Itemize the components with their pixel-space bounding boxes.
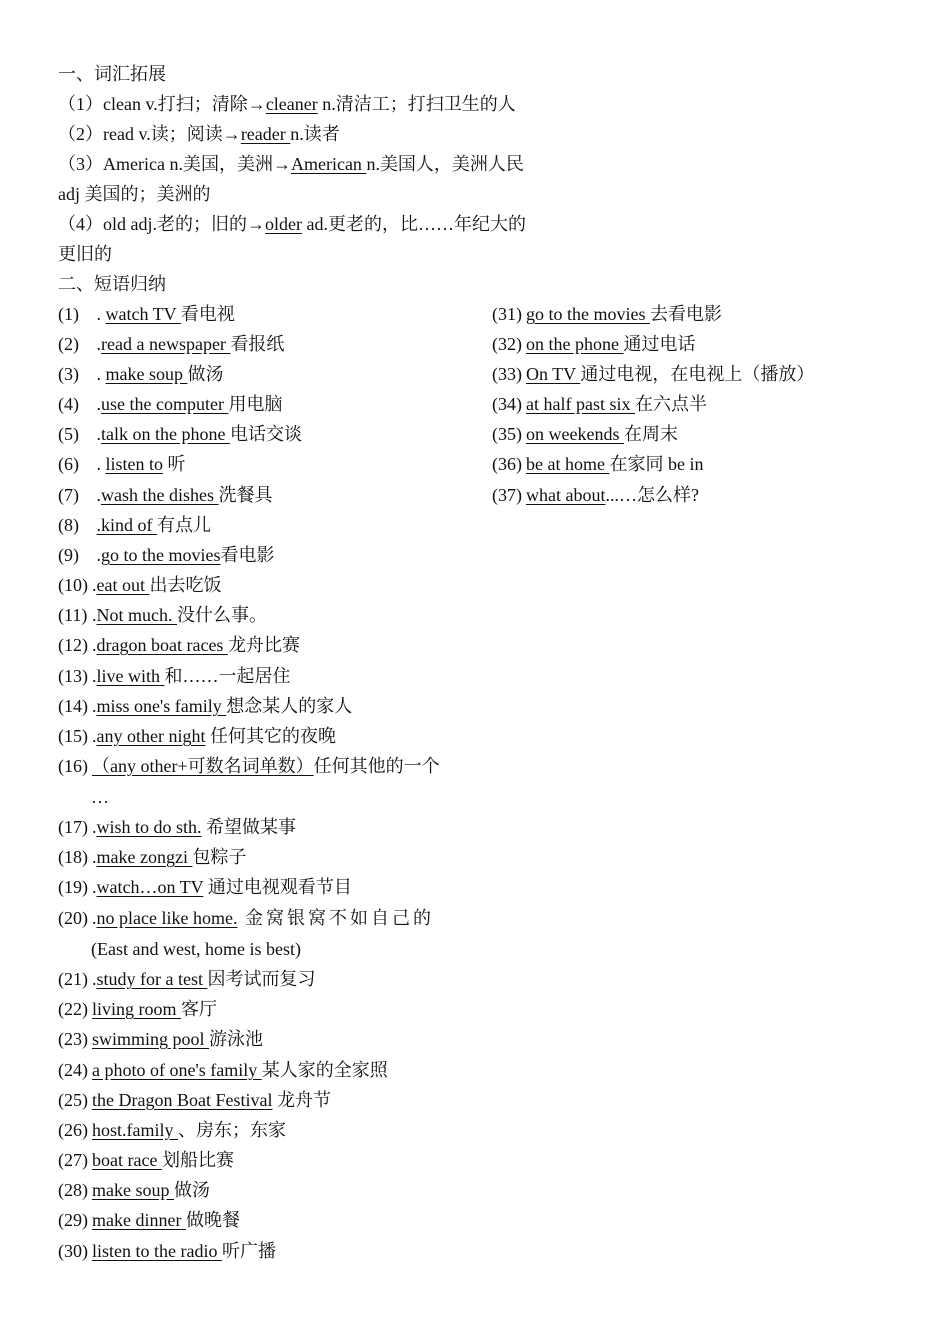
vocab-word: American (290, 154, 367, 174)
phrase-prefix: . (92, 847, 97, 867)
phrase-number: (25) (58, 1090, 88, 1110)
phrase-row (58, 1175, 210, 1205)
phrase-row (58, 480, 272, 510)
phrase-row (58, 600, 267, 630)
phrase-text: go to the movies (101, 545, 221, 565)
phrase-prefix: . (92, 334, 101, 354)
phrase-text: no place like home. (96, 908, 238, 928)
phrase-meaning: 金窝银窝不如自己的 (237, 908, 434, 928)
phrase-prefix: . (92, 304, 106, 324)
phrase-number: (16) (58, 756, 88, 776)
phrase-text: be at home (526, 454, 610, 474)
phrase-meaning: 希望做某事 (201, 817, 297, 837)
phrase-number: (15) (58, 726, 88, 746)
phrase-meaning: 听广播 (221, 1241, 276, 1261)
phrase-text: on the phone (526, 334, 624, 354)
phrase-prefix: . (92, 726, 97, 746)
phrase-meaning: 、房东；东家 (178, 1120, 286, 1140)
phrase-row (58, 1145, 234, 1175)
phrase-number: (6) (58, 454, 79, 474)
phrase-text: watch TV (105, 304, 181, 324)
phrase-row (58, 1115, 286, 1145)
phrase-meaning: 看电视 (180, 304, 235, 324)
phrase-meaning: 想念某人的家人 (226, 696, 353, 716)
phrase-text: miss one's family (96, 696, 227, 716)
phrase-number: (29) (58, 1210, 88, 1230)
phrase-prefix: . (92, 817, 97, 837)
phrase-text: a photo of one's family (92, 1060, 262, 1080)
phrase-row (58, 903, 434, 933)
phrase-row (58, 661, 291, 691)
phrase-row (492, 449, 703, 479)
phrase-row (58, 964, 315, 994)
phrase-number: (12) (58, 635, 88, 655)
phrase-number: (14) (58, 696, 88, 716)
phrase-row (492, 299, 722, 329)
phrase-row (492, 389, 707, 419)
phrase-meaning: 听 (163, 454, 186, 474)
phrase-number: (22) (58, 999, 88, 1019)
phrase-number: (30) (58, 1241, 88, 1261)
phrase-number: (11) (58, 605, 88, 625)
vocab-tail: n.读者 (290, 124, 340, 144)
phrase-number: (17) (58, 817, 88, 837)
phrase-text: watch…on TV (96, 877, 204, 897)
phrase-number: (24) (58, 1060, 88, 1080)
vocab-lead: （2）read v.读；阅读→ (58, 124, 241, 144)
phrase-number: (31) (492, 304, 522, 324)
phrase-number: (23) (58, 1029, 88, 1049)
vocab-tail: n.美国人，美洲人民 (366, 154, 524, 174)
phrase-number: (33) (492, 364, 522, 384)
phrase-text: talk on the phone (101, 424, 230, 444)
phrase-number: (5) (58, 424, 79, 444)
phrase-prefix: . (92, 635, 97, 655)
phrase-text: boat race (92, 1150, 162, 1170)
phrase-row (58, 630, 300, 660)
phrase-number: (13) (58, 666, 88, 686)
phrase-number: (37) (492, 485, 522, 505)
phrase-text: eat out (96, 575, 150, 595)
phrase-meaning: 通过电视观看节目 (203, 877, 352, 897)
phrase-row (58, 691, 352, 721)
phrase-row (58, 994, 217, 1024)
section1-title: 一、词汇拓展 (58, 64, 166, 84)
phrase-text: .kind of (96, 515, 157, 535)
phrase-number: (8) (58, 515, 79, 535)
phrase-number: (3) (58, 364, 79, 384)
phrase-text: swimming pool (92, 1029, 210, 1049)
phrase-number: (18) (58, 847, 88, 867)
phrase-text: make zongzi (96, 847, 193, 867)
phrase-text: listen to (105, 454, 163, 474)
phrase-meaning: 做汤 (187, 364, 224, 384)
phrase-prefix: . (92, 969, 97, 989)
phrase-row (58, 842, 246, 872)
phrase-meaning: 没什么事。 (177, 605, 267, 625)
phrase-number: (27) (58, 1150, 88, 1170)
phrase-meaning: 去看电影 (650, 304, 722, 324)
phrase-number: (35) (492, 424, 522, 444)
phrase-prefix: . (92, 605, 97, 625)
phrase-row (58, 389, 282, 419)
phrase-row (58, 1236, 276, 1266)
phrase-text: wash the dishes (101, 485, 219, 505)
phrase-row (58, 1055, 388, 1085)
phrase-meaning: 包粽子 (192, 847, 247, 867)
phrase-row (58, 299, 235, 329)
phrase-meaning: 做汤 (173, 1180, 210, 1200)
phrase-meaning: 通过电话 (623, 334, 696, 354)
phrase-meaning: 有点儿 (157, 515, 211, 535)
phrase-meaning: 看电影 (220, 545, 275, 565)
phrase-number: (19) (58, 877, 88, 897)
phrase-meaning: 电话交谈 (229, 424, 302, 444)
phrase-meaning: 客厅 (181, 999, 217, 1019)
phrase-number: (1) (58, 304, 79, 324)
vocab-item-4-continued: 更旧的 (58, 244, 112, 264)
phrase-number: (26) (58, 1120, 88, 1140)
phrase-number: (34) (492, 394, 522, 414)
phrase-row (58, 1085, 331, 1115)
phrase-prefix: . (92, 485, 101, 505)
vocab-tail: n.清洁工；打扫卫生的人 (317, 94, 516, 114)
phrase-number: (2) (58, 334, 79, 354)
phrase-text: study for a test (96, 969, 208, 989)
phrase-16-continued: … (91, 787, 109, 807)
phrase-row (58, 570, 221, 600)
phrase-number: (21) (58, 969, 88, 989)
phrase-number: (32) (492, 334, 522, 354)
phrase-prefix: . (92, 908, 97, 928)
phrase-meaning: 龙舟节 (272, 1090, 331, 1110)
phrase-text: living room (92, 999, 181, 1019)
phrase-meaning: 任何其他的一个 (313, 756, 440, 776)
phrase-meaning: 洗餐具 (218, 485, 273, 505)
section2-title: 二、短语归纳 (58, 274, 166, 294)
phrase-text: make dinner (92, 1210, 186, 1230)
phrase-row (58, 359, 223, 389)
vocab-tail: ad.更老的，比……年纪大的 (301, 214, 526, 234)
phrase-meaning: 看报纸 (230, 334, 285, 354)
phrase-prefix: . (92, 696, 97, 716)
phrase-meaning: 划船比赛 (161, 1150, 234, 1170)
phrase-row (58, 510, 211, 540)
vocab-item-4 (58, 209, 526, 239)
phrase-number: (36) (492, 454, 522, 474)
phrase-prefix: . (92, 394, 101, 414)
vocab-item-1 (58, 89, 516, 119)
phrase-number: (7) (58, 485, 79, 505)
phrase-prefix: . (92, 877, 97, 897)
phrase-text: the Dragon Boat Festival (92, 1090, 273, 1110)
phrase-prefix: . (92, 545, 101, 565)
phrase-row (492, 480, 699, 510)
phrase-text: （any other+可数名词单数） (92, 756, 314, 776)
phrase-text: on weekends (526, 424, 624, 444)
vocab-word: older (265, 214, 302, 234)
phrase-prefix: . (92, 454, 106, 474)
phrase-prefix: . (92, 424, 101, 444)
phrase-text: use the computer (101, 394, 229, 414)
phrase-row (492, 359, 814, 389)
phrase-prefix: . (92, 575, 97, 595)
phrase-text: what about (526, 485, 606, 505)
phrase-number: (9) (58, 545, 79, 565)
phrase-text: go to the movies (526, 304, 650, 324)
phrase-text: read a newspaper (101, 334, 231, 354)
phrase-text: On TV (526, 364, 581, 384)
phrase-number: (10) (58, 575, 88, 595)
phrase-meaning: 在家同 be in (609, 454, 704, 474)
phrase-meaning: 因考试而复习 (207, 969, 316, 989)
vocab-item-2 (58, 119, 340, 149)
phrase-text: at half past six (526, 394, 635, 414)
phrase-meaning: 游泳池 (209, 1029, 264, 1049)
vocab-word: reader (240, 124, 291, 144)
phrase-20-continued: (East and west, home is best) (91, 939, 301, 959)
phrase-row (58, 872, 352, 902)
phrase-row (58, 329, 284, 359)
phrase-number: (4) (58, 394, 79, 414)
phrase-text: host.family (92, 1120, 178, 1140)
phrase-text: Not much. (96, 605, 177, 625)
phrase-number: (20) (58, 908, 88, 928)
phrase-prefix: . (92, 364, 106, 384)
vocab-item-3 (58, 149, 524, 179)
phrase-meaning: 出去吃饭 (149, 575, 222, 595)
phrase-text: live with (96, 666, 165, 686)
phrase-meaning: 在周末 (623, 424, 678, 444)
phrase-row (58, 1205, 240, 1235)
vocab-lead: （1）clean v.打扫；清除→ (58, 94, 266, 114)
phrase-row (58, 449, 186, 479)
phrase-meaning: ...…怎么样? (605, 485, 699, 505)
phrase-meaning: 做晚餐 (185, 1210, 240, 1230)
vocab-lead: （3）America n.美国，美洲→ (58, 154, 291, 174)
phrase-number: (28) (58, 1180, 88, 1200)
phrase-row (58, 721, 336, 751)
phrase-row (58, 812, 296, 842)
phrase-prefix: . (92, 666, 97, 686)
phrase-row (58, 419, 302, 449)
phrase-text: dragon boat races (96, 635, 228, 655)
phrase-text: wish to do sth. (96, 817, 202, 837)
phrase-text: make soup (105, 364, 188, 384)
phrase-meaning: 在六点半 (634, 394, 707, 414)
phrase-text: listen to the radio (92, 1241, 222, 1261)
vocab-word: cleaner (265, 94, 318, 114)
vocab-item-3-continued: adj 美国的；美洲的 (58, 184, 211, 204)
phrase-meaning: 通过电视，在电视上（播放） (580, 364, 815, 384)
phrase-meaning: 和……一起居住 (164, 666, 291, 686)
phrase-text: make soup (92, 1180, 174, 1200)
vocab-lead: （4）old adj.老的；旧的→ (58, 214, 265, 234)
phrase-meaning: 任何其它的夜晚 (205, 726, 336, 746)
phrase-row (492, 329, 695, 359)
phrase-row (58, 751, 440, 781)
phrase-meaning: 某人家的全家照 (261, 1060, 388, 1080)
phrase-row (492, 419, 678, 449)
phrase-row (58, 540, 275, 570)
phrase-text: any other night (96, 726, 206, 746)
phrase-meaning: 用电脑 (228, 394, 283, 414)
phrase-meaning: 龙舟比赛 (227, 635, 300, 655)
phrase-row (58, 1024, 263, 1054)
